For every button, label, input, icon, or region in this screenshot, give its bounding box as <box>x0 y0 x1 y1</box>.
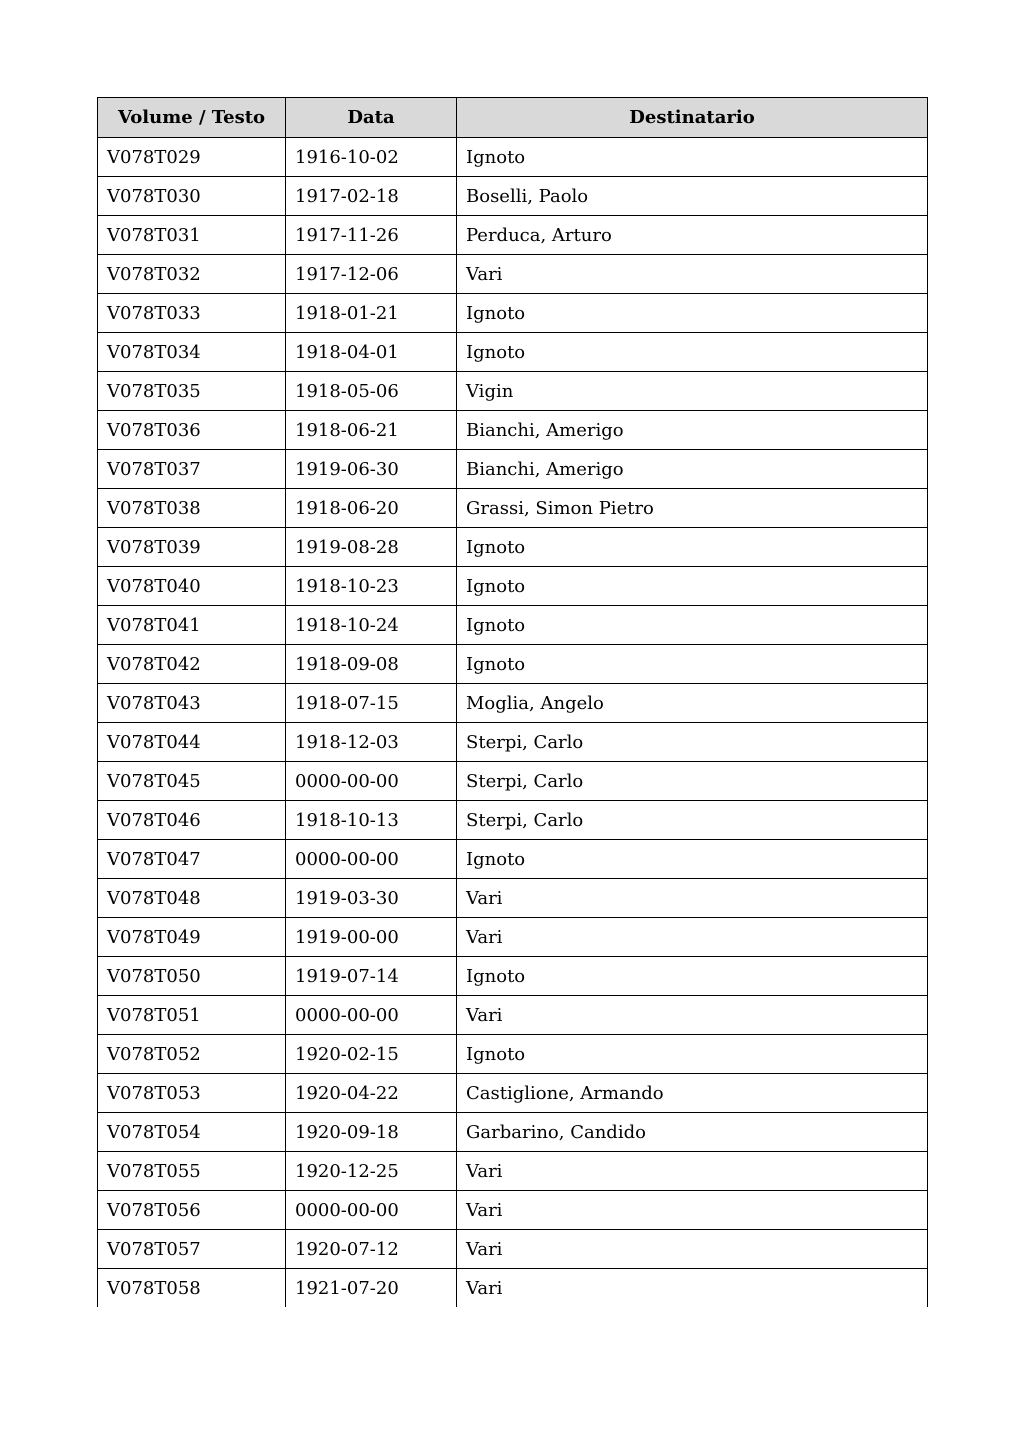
cell-destinatario: Vari <box>457 1152 928 1191</box>
cell-data: 1919-08-28 <box>286 528 457 567</box>
cell-volume-testo: V078T055 <box>98 1152 286 1191</box>
cell-destinatario: Sterpi, Carlo <box>457 723 928 762</box>
cell-data: 1918-06-20 <box>286 489 457 528</box>
table-row <box>98 1074 928 1113</box>
cell-destinatario: Ignoto <box>457 333 928 372</box>
table-row <box>98 489 928 528</box>
cell-destinatario: Ignoto <box>457 528 928 567</box>
cell-volume-testo: V078T046 <box>98 801 286 840</box>
cell-data: 1920-12-25 <box>286 1152 457 1191</box>
cell-volume-testo: V078T045 <box>98 762 286 801</box>
cell-volume-testo: V078T040 <box>98 567 286 606</box>
cell-volume-testo: V078T035 <box>98 372 286 411</box>
cell-data: 1918-10-24 <box>286 606 457 645</box>
document-page <box>97 97 927 1307</box>
table-row <box>98 762 928 801</box>
cell-destinatario: Ignoto <box>457 567 928 606</box>
table-row <box>98 372 928 411</box>
table-row <box>98 177 928 216</box>
table-row <box>98 1191 928 1230</box>
cell-data: 1920-07-12 <box>286 1230 457 1269</box>
table-row <box>98 138 928 177</box>
cell-destinatario: Vari <box>457 918 928 957</box>
table-row <box>98 606 928 645</box>
table-row <box>98 216 928 255</box>
table-body <box>98 138 928 1308</box>
cell-data: 1919-07-14 <box>286 957 457 996</box>
cell-volume-testo: V078T048 <box>98 879 286 918</box>
table-row <box>98 450 928 489</box>
cell-data: 0000-00-00 <box>286 840 457 879</box>
cell-volume-testo: V078T033 <box>98 294 286 333</box>
table-row <box>98 840 928 879</box>
letters-table <box>97 97 928 1307</box>
header-volume-testo: Volume / Testo <box>98 98 286 138</box>
cell-volume-testo: V078T036 <box>98 411 286 450</box>
cell-volume-testo: V078T043 <box>98 684 286 723</box>
cell-volume-testo: V078T030 <box>98 177 286 216</box>
cell-data: 1917-11-26 <box>286 216 457 255</box>
cell-destinatario: Sterpi, Carlo <box>457 762 928 801</box>
cell-destinatario: Grassi, Simon Pietro <box>457 489 928 528</box>
table-row <box>98 1230 928 1269</box>
table-row <box>98 1035 928 1074</box>
cell-data: 1918-12-03 <box>286 723 457 762</box>
cell-data: 1919-06-30 <box>286 450 457 489</box>
cell-data: 1918-10-13 <box>286 801 457 840</box>
cell-volume-testo: V078T058 <box>98 1269 286 1308</box>
cell-data: 1920-04-22 <box>286 1074 457 1113</box>
cell-data: 1918-04-01 <box>286 333 457 372</box>
table-row <box>98 255 928 294</box>
cell-destinatario: Vari <box>457 255 928 294</box>
cell-destinatario: Bianchi, Amerigo <box>457 450 928 489</box>
table-row <box>98 1269 928 1308</box>
cell-volume-testo: V078T041 <box>98 606 286 645</box>
cell-destinatario: Sterpi, Carlo <box>457 801 928 840</box>
table-row <box>98 294 928 333</box>
cell-volume-testo: V078T029 <box>98 138 286 177</box>
table-row <box>98 567 928 606</box>
cell-destinatario: Boselli, Paolo <box>457 177 928 216</box>
cell-volume-testo: V078T034 <box>98 333 286 372</box>
cell-data: 0000-00-00 <box>286 996 457 1035</box>
cell-data: 1918-01-21 <box>286 294 457 333</box>
table-row <box>98 528 928 567</box>
table-row <box>98 957 928 996</box>
cell-data: 1917-02-18 <box>286 177 457 216</box>
cell-destinatario: Ignoto <box>457 645 928 684</box>
cell-data: 1921-07-20 <box>286 1269 457 1308</box>
cell-destinatario: Perduca, Arturo <box>457 216 928 255</box>
cell-volume-testo: V078T056 <box>98 1191 286 1230</box>
cell-volume-testo: V078T042 <box>98 645 286 684</box>
cell-data: 1918-05-06 <box>286 372 457 411</box>
table-row <box>98 996 928 1035</box>
table-row <box>98 879 928 918</box>
table-row <box>98 333 928 372</box>
cell-volume-testo: V078T038 <box>98 489 286 528</box>
table-row <box>98 1152 928 1191</box>
cell-data: 1918-09-08 <box>286 645 457 684</box>
table-row <box>98 801 928 840</box>
cell-data: 1918-07-15 <box>286 684 457 723</box>
cell-volume-testo: V078T051 <box>98 996 286 1035</box>
cell-volume-testo: V078T049 <box>98 918 286 957</box>
cell-volume-testo: V078T053 <box>98 1074 286 1113</box>
cell-destinatario: Ignoto <box>457 294 928 333</box>
cell-destinatario: Vari <box>457 1230 928 1269</box>
table-row <box>98 1113 928 1152</box>
cell-data: 1916-10-02 <box>286 138 457 177</box>
cell-destinatario: Vari <box>457 1269 928 1308</box>
cell-destinatario: Vari <box>457 1191 928 1230</box>
cell-destinatario: Ignoto <box>457 1035 928 1074</box>
table-row <box>98 411 928 450</box>
header-destinatario: Destinatario <box>457 98 928 138</box>
cell-destinatario: Garbarino, Candido <box>457 1113 928 1152</box>
cell-volume-testo: V078T031 <box>98 216 286 255</box>
cell-destinatario: Moglia, Angelo <box>457 684 928 723</box>
cell-data: 1920-02-15 <box>286 1035 457 1074</box>
cell-destinatario: Vari <box>457 879 928 918</box>
table-row <box>98 918 928 957</box>
table-header-row <box>98 98 928 138</box>
header-data: Data <box>286 98 457 138</box>
cell-volume-testo: V078T052 <box>98 1035 286 1074</box>
cell-destinatario: Ignoto <box>457 138 928 177</box>
cell-destinatario: Ignoto <box>457 840 928 879</box>
cell-destinatario: Vigin <box>457 372 928 411</box>
cell-volume-testo: V078T032 <box>98 255 286 294</box>
cell-volume-testo: V078T044 <box>98 723 286 762</box>
table-row <box>98 684 928 723</box>
cell-data: 1917-12-06 <box>286 255 457 294</box>
cell-data: 1918-06-21 <box>286 411 457 450</box>
cell-destinatario: Ignoto <box>457 606 928 645</box>
cell-data: 1919-03-30 <box>286 879 457 918</box>
cell-volume-testo: V078T057 <box>98 1230 286 1269</box>
table-row <box>98 645 928 684</box>
cell-volume-testo: V078T054 <box>98 1113 286 1152</box>
cell-destinatario: Castiglione, Armando <box>457 1074 928 1113</box>
cell-volume-testo: V078T037 <box>98 450 286 489</box>
table-row <box>98 723 928 762</box>
cell-data: 0000-00-00 <box>286 762 457 801</box>
cell-data: 1919-00-00 <box>286 918 457 957</box>
cell-data: 1920-09-18 <box>286 1113 457 1152</box>
cell-destinatario: Ignoto <box>457 957 928 996</box>
cell-destinatario: Bianchi, Amerigo <box>457 411 928 450</box>
cell-volume-testo: V078T039 <box>98 528 286 567</box>
cell-volume-testo: V078T047 <box>98 840 286 879</box>
cell-data: 0000-00-00 <box>286 1191 457 1230</box>
cell-destinatario: Vari <box>457 996 928 1035</box>
cell-volume-testo: V078T050 <box>98 957 286 996</box>
cell-data: 1918-10-23 <box>286 567 457 606</box>
